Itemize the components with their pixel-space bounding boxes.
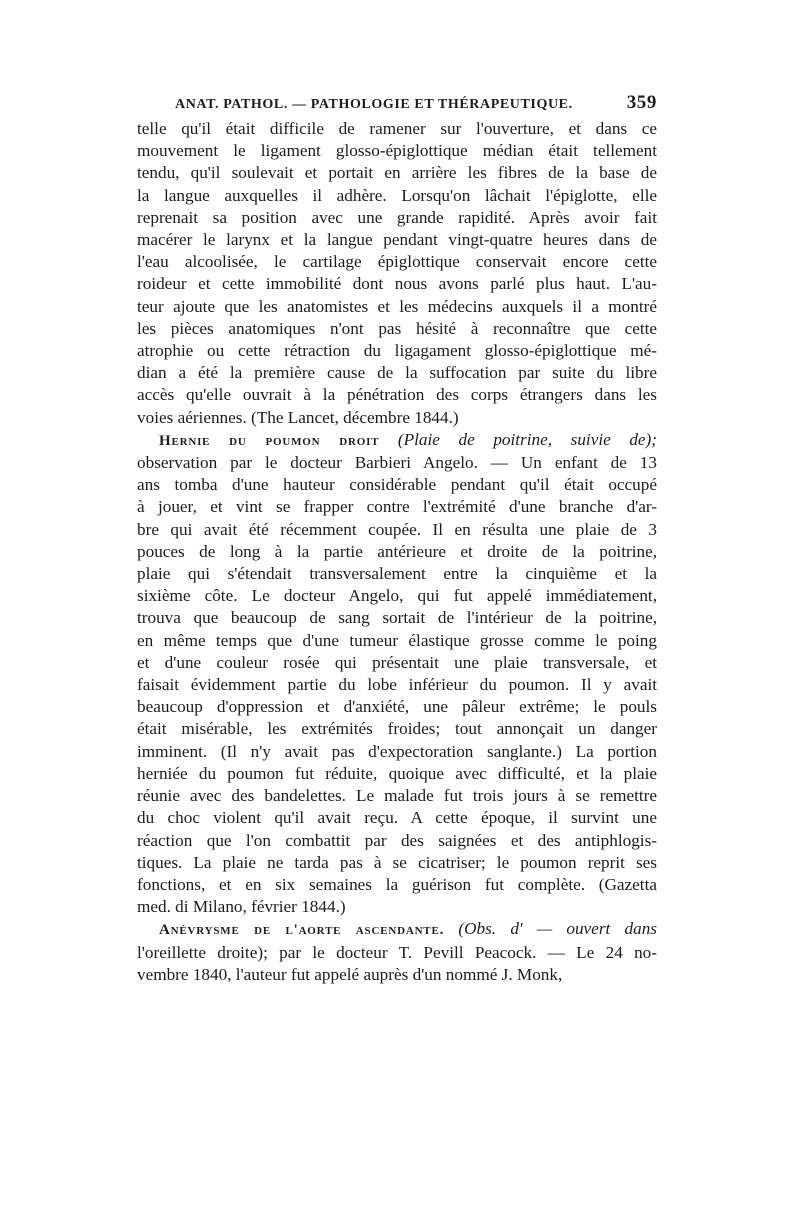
text-line: la langue auxquelles il adhère. Lorsqu'on lâchait l'épiglotte, elle [137, 185, 657, 205]
text-line: imminent. (Il n'y avait pas d'expectoration sanglante.) La portion [137, 741, 657, 761]
text-line: beaucoup d'oppression et d'anxiété, une pâleur extrême; le pouls [137, 697, 657, 717]
text-line: ans tomba d'une hauteur considérable pendant qu'il était occupé [137, 475, 657, 495]
text-line: du choc violent qu'il avait reçu. A cette époque, il survint une [137, 808, 657, 828]
text-line: l'eau alcoolisée, le cartilage épiglottique conservait encore cette [137, 252, 657, 272]
section-heading-subtitle: (Obs. d' — ouvert dans [444, 919, 657, 939]
text-line: atrophie ou cette rétraction du ligagament glosso-épiglottique mé- [137, 341, 657, 361]
text-line: réaction que l'on combattit par des saignées et des antiphlogis- [137, 830, 657, 850]
running-head [137, 92, 657, 118]
text-line: réunie avec des bandelettes. Le malade fut trois jours à se remettre [137, 786, 657, 806]
text-line: était misérable, les extrémités froides; tout annonçait un danger [137, 719, 657, 739]
text-line: teur ajoute que les anatomistes et les médecins auxquels il a montré [137, 296, 657, 316]
text-line: les pièces anatomiques n'ont pas hésité à reconnaître que cette [137, 318, 657, 338]
text-line: l'oreillette droite); par le docteur T. Pevill Peacock. — Le 24 no- [137, 942, 657, 962]
text-line: sixième côte. Le docteur Angelo, qui fut appelé immédiatement, [137, 586, 657, 606]
text-line: med. di Milano, février 1844.) [137, 897, 346, 917]
paragraph-anevrysme [137, 918, 657, 986]
section-heading-line [137, 429, 657, 452]
text-line: herniée du poumon fut réduite, quoique avec difficulté, et la plaie [137, 763, 657, 783]
text-line: accès qu'elle ouvrait à la pénétration des corps étrangers dans les [137, 385, 657, 405]
text-line: reprenait sa position avec une grande rapidité. Après avoir fait [137, 207, 657, 227]
text-line: roideur et cette immobilité dont nous avons parlé plus haut. L'au- [137, 274, 657, 294]
page-number: 359 [626, 92, 657, 113]
text-line: fonctions, et en six semaines la guérison fut complète. (Gazetta [137, 874, 657, 894]
text-line: bre qui avait été récemment coupée. Il en résulta une plaie de 3 [137, 519, 657, 539]
text-line: macérer le larynx et la langue pendant vingt-quatre heures dans de [137, 230, 657, 250]
running-title: ANAT. PATHOL. — PATHOLOGIE ET THÉRAPEUTIQUE. [175, 97, 573, 112]
text-line: tendu, qu'il soulevait et portait en arrière les fibres de la base de [137, 163, 657, 183]
book-page [137, 92, 657, 986]
text-line: et d'une couleur rosée qui présentait une plaie transversale, et [137, 652, 657, 672]
text-line: observation par le docteur Barbieri Angelo. — Un enfant de 13 [137, 453, 657, 473]
section-heading: Anévrysme de l'aorte ascendante. [159, 922, 445, 939]
text-line: à jouer, et vint se frapper contre l'extrémité d'une branche d'ar- [137, 497, 657, 517]
text-line: tiques. La plaie ne tarda pas à se cicatriser; le poumon reprit ses [137, 852, 657, 872]
section-heading-subtitle: (Plaie de poitrine, suivie de); [379, 429, 657, 449]
text-line: voies aériennes. (The Lancet, décembre 1844.) [137, 407, 459, 427]
paragraph-hernie-poumon [137, 429, 657, 918]
text-line: mouvement le ligament glosso-épiglottique médian était tellement [137, 141, 657, 161]
text-line: dian a été la première cause de la suffocation par suite du libre [137, 363, 657, 383]
text-line: faisait évidemment partie du lobe inférieur du poumon. Il y avait [137, 675, 657, 695]
text-line: plaie qui s'étendait transversalement entre la cinquième et la [137, 564, 657, 584]
section-heading-line [137, 918, 657, 941]
text-line: pouces de long à la partie antérieure et droite de la poitrine, [137, 541, 657, 561]
section-heading: Hernie du poumon droit [159, 432, 380, 449]
text-line: telle qu'il était difficile de ramener sur l'ouverture, et dans ce [137, 119, 657, 138]
paragraph-epiglottis [137, 118, 657, 429]
text-line: en même temps que d'une tumeur élastique grosse comme le poing [137, 630, 657, 650]
text-line: trouva que beaucoup de sang sortait de l'intérieur de la poitrine, [137, 608, 657, 628]
text-line: vembre 1840, l'auteur fut appelé auprès d'un nommé J. Monk, [137, 964, 563, 984]
